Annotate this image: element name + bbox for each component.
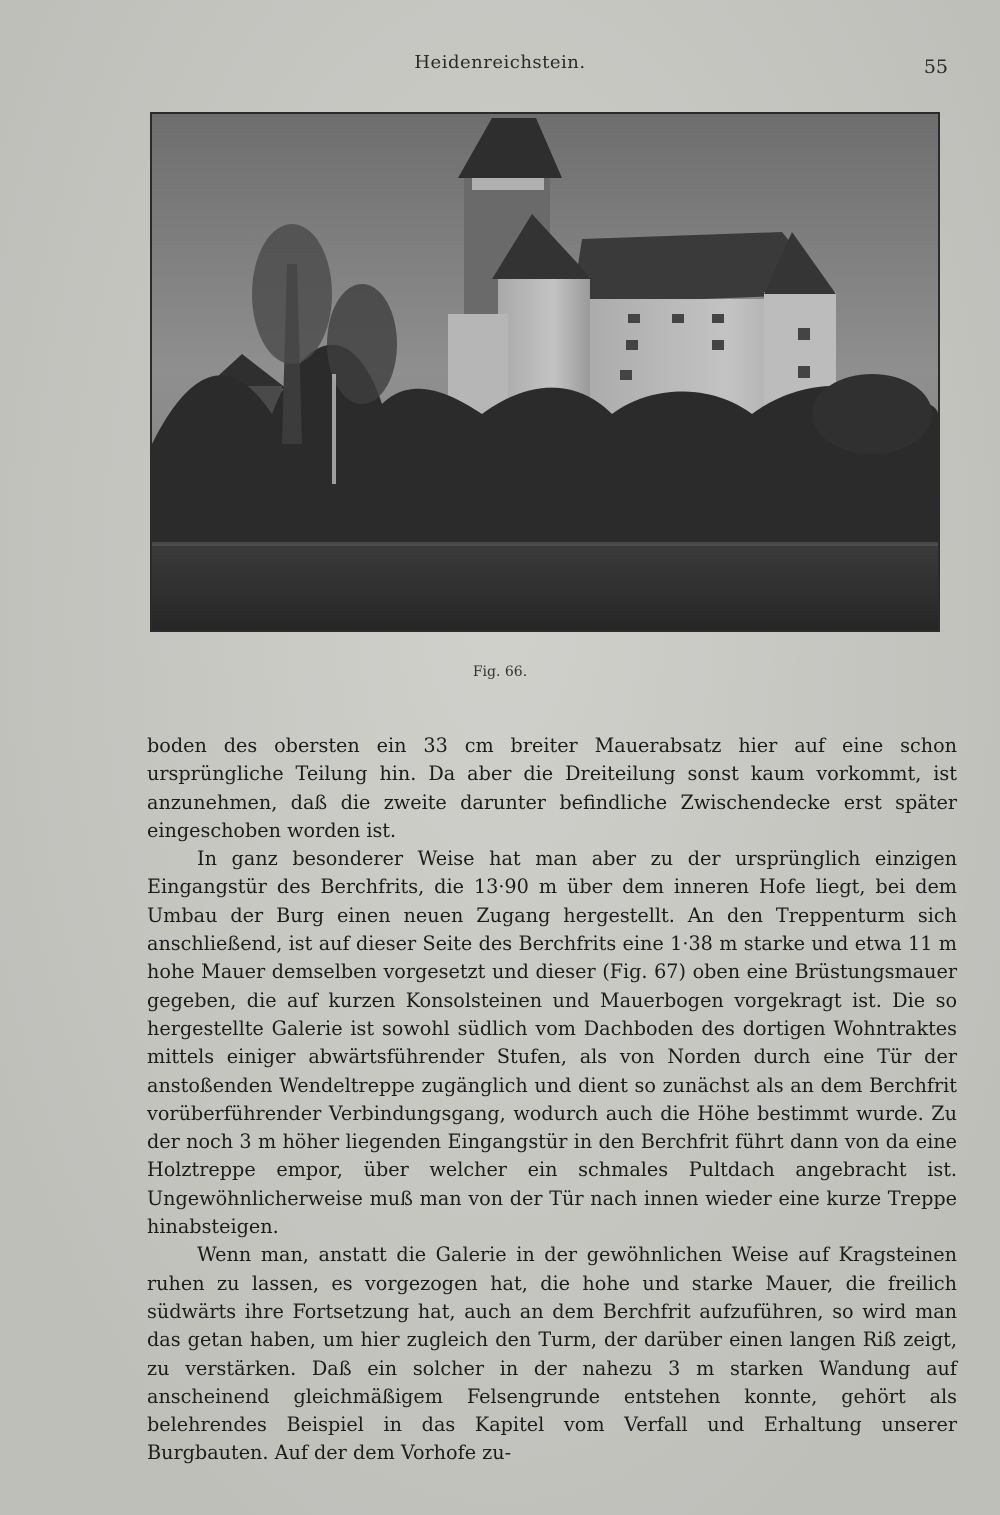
figure-caption: Fig. 66.: [472, 664, 528, 680]
running-title: Heidenreichstein.: [414, 52, 586, 73]
page-number: 55: [923, 56, 948, 78]
castle-photograph: [150, 112, 940, 632]
paragraph-2: In ganz besonderer Weise hat man aber zu der ursprünglich einzigen Eingangstür des Berchfrits, die 13·90 m über dem inneren Hofe liegt, bei dem Umbau der Burg einen neuen Zugang hergestellt. An den Treppenturm sich anschließend, ist auf dieser Seite des Berchfrits eine 1·38 m starke und etwa 11 m hohe Mauer demselben vorgesetzt und dieser (Fig. 67) oben eine Brüstungsmauer gegeben, die auf kurzen Konsolsteinen und Mauerbogen vorgekragt ist. Die so hergestellte Galerie ist sowohl südlich vom Dachboden des dortigen Wohntraktes mittels einiger abwärtsführender Stufen, als von Norden durch eine Tür der anstoßenden Wendeltreppe zugänglich und dient so zunächst als an dem Berchfrit vorüberführender Verbindungsgang, wodurch auch die Höhe bestimmt wurde. Zu der noch 3 m höher liegenden Eingangstür in den Berchfrit führt dann von da eine Holztreppe empor, über welcher ein schmales Pultdach angebracht ist. Ungewöhnlicherweise muß man von der Tür nach innen wieder eine kurze Treppe hinabsteigen.: [147, 847, 957, 1239]
body-text: [147, 732, 957, 1468]
paragraph-1: boden des obersten ein 33 cm breiter Mauerabsatz hier auf eine schon ursprüngliche Teilung hin. Da aber die Dreiteilung sonst kaum vorkommt, ist anzunehmen, daß die zweite darunter befindliche Zwischendecke erst später eingeschoben worden ist.: [147, 734, 957, 842]
paragraph-3: Wenn man, anstatt die Galerie in der gewöhnlichen Weise auf Kragsteinen ruhen zu lassen, es vorgezogen hat, die hohe und starke Mauer, die freilich südwärts ihre Fortsetzung hat, auch an dem Berchfrit aufzuführen, so wird man das getan haben, um hier zugleich den Turm, der darüber einen langen Riß zeigt, zu verstärken. Daß ein solcher in der nahezu 3 m starken Wandung auf anscheinend gleichmäßigem Felsengrunde entstehen konnte, gehört als belehrendes Beispiel in das Kapitel vom Verfall und Erhaltung unserer Burgbauten. Auf der dem Vorhofe zu-: [147, 1243, 957, 1465]
